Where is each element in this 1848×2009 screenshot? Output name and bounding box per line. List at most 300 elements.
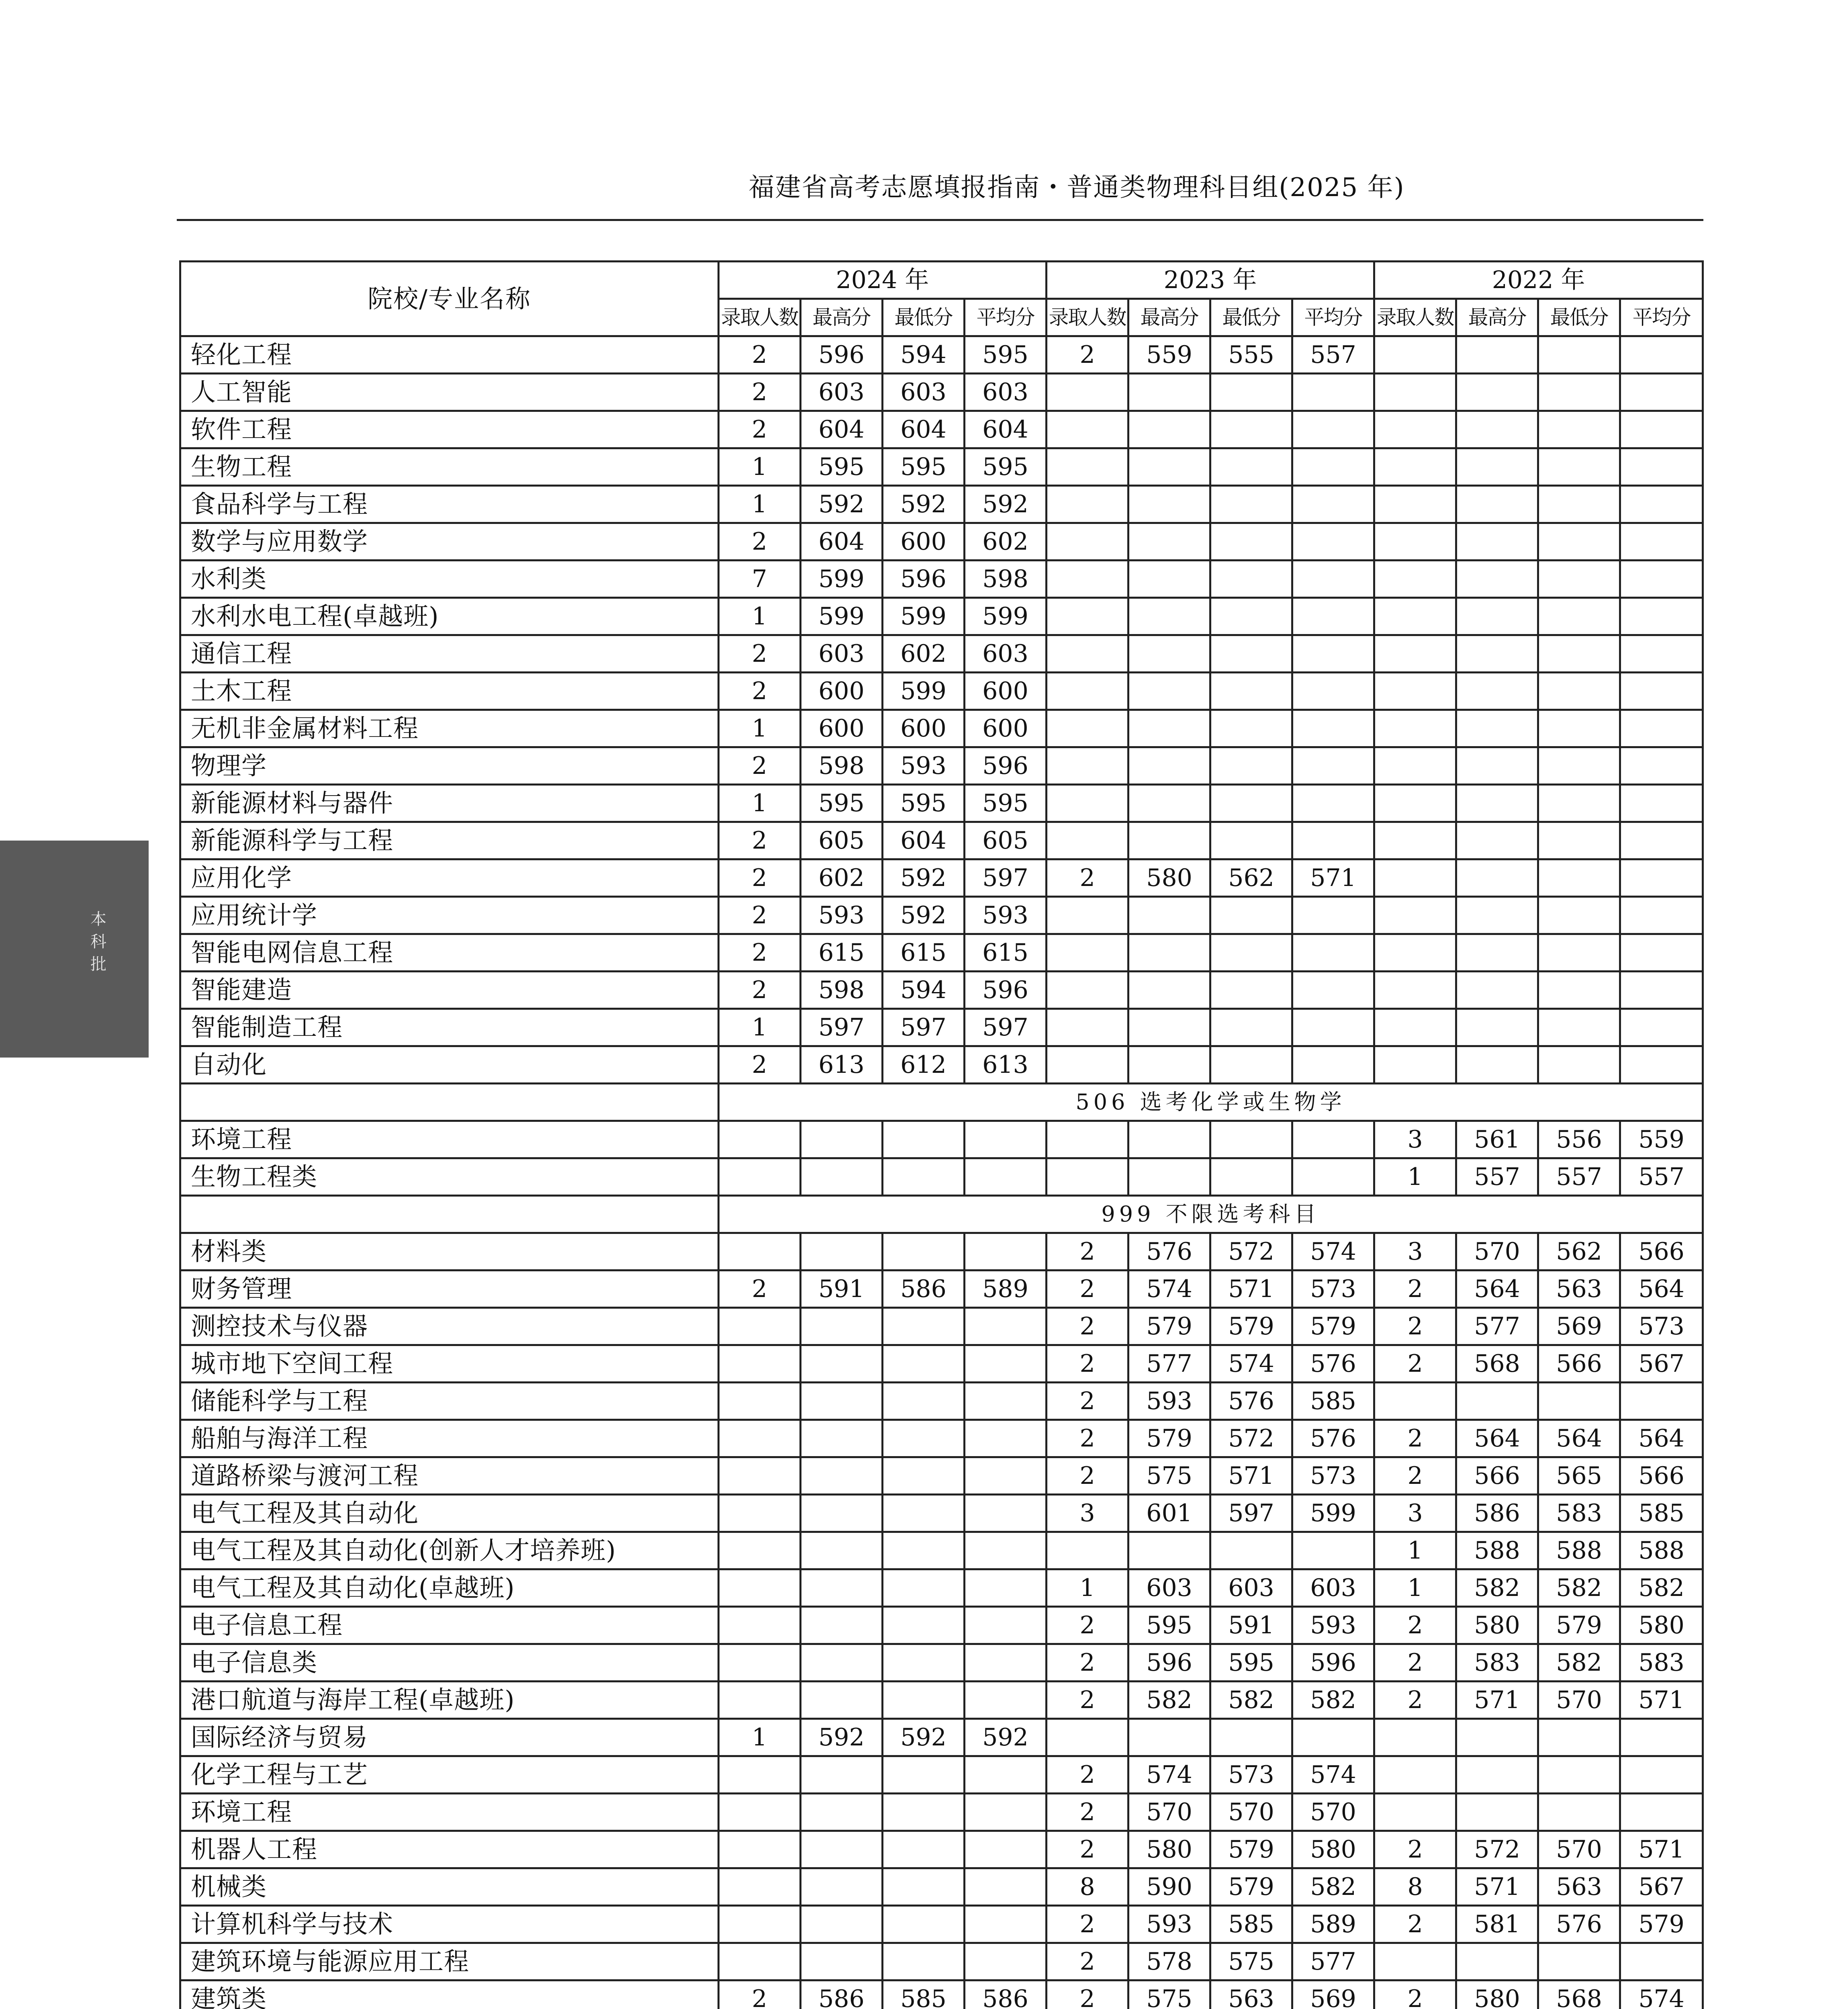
- score-cell: 600: [883, 710, 965, 747]
- score-cell: [1128, 934, 1210, 972]
- score-cell: 585: [1210, 1906, 1292, 1943]
- score-cell: [1374, 822, 1456, 859]
- score-cell: 597: [965, 859, 1047, 897]
- score-cell: 579: [1620, 1906, 1703, 1943]
- score-cell: 589: [1292, 1906, 1374, 1943]
- score-cell: 569: [1538, 1308, 1620, 1345]
- score-cell: [1047, 710, 1128, 747]
- score-cell: [1210, 897, 1292, 934]
- score-cell: 594: [883, 972, 965, 1009]
- score-cell: [1374, 486, 1456, 523]
- score-cell: 586: [883, 1270, 965, 1308]
- score-cell: [1210, 710, 1292, 747]
- major-name-cell: 水利类: [180, 561, 719, 598]
- score-cell: 573: [1210, 1756, 1292, 1794]
- score-cell: 566: [1620, 1457, 1703, 1495]
- score-cell: 573: [1292, 1270, 1374, 1308]
- score-cell: [1374, 1794, 1456, 1831]
- score-cell: [1620, 336, 1703, 374]
- score-cell: 582: [1620, 1569, 1703, 1607]
- major-name-cell: 道路桥梁与渡河工程: [180, 1457, 719, 1495]
- score-cell: 592: [883, 859, 965, 897]
- score-cell: 576: [1292, 1420, 1374, 1457]
- score-cell: [1128, 897, 1210, 934]
- score-cell: [1538, 972, 1620, 1009]
- score-cell: 593: [801, 897, 883, 934]
- score-cell: [1538, 934, 1620, 972]
- score-cell: [1374, 934, 1456, 972]
- score-cell: [1538, 1383, 1620, 1420]
- score-cell: 592: [965, 486, 1047, 523]
- score-cell: [1047, 1158, 1128, 1196]
- table-row: [180, 1682, 1703, 1719]
- score-cell: 595: [965, 336, 1047, 374]
- score-cell: [965, 1943, 1047, 1980]
- score-cell: 2: [1047, 1943, 1128, 1980]
- score-cell: [1620, 1009, 1703, 1046]
- score-cell: [1620, 1794, 1703, 1831]
- score-cell: [801, 1569, 883, 1607]
- score-cell: 585: [1292, 1383, 1374, 1420]
- table-row: [180, 1270, 1703, 1308]
- score-cell: 595: [965, 785, 1047, 822]
- score-cell: [883, 1868, 965, 1906]
- score-cell: 600: [883, 523, 965, 561]
- score-cell: 2: [719, 1980, 801, 2009]
- score-cell: 557: [1538, 1158, 1620, 1196]
- score-cell: 571: [1620, 1682, 1703, 1719]
- score-cell: 565: [1538, 1457, 1620, 1495]
- score-cell: 583: [1620, 1644, 1703, 1682]
- score-cell: 562: [1538, 1233, 1620, 1270]
- score-cell: 2: [1047, 1457, 1128, 1495]
- score-cell: 590: [1128, 1868, 1210, 1906]
- score-cell: 579: [1128, 1308, 1210, 1345]
- score-cell: [965, 1420, 1047, 1457]
- score-cell: [1456, 448, 1538, 486]
- score-cell: [965, 1607, 1047, 1644]
- score-cell: 605: [801, 822, 883, 859]
- score-cell: [719, 1121, 801, 1158]
- score-cell: [1210, 486, 1292, 523]
- score-cell: 1: [1374, 1532, 1456, 1569]
- score-cell: [1538, 561, 1620, 598]
- score-cell: 600: [965, 710, 1047, 747]
- score-cell: 601: [1128, 1495, 1210, 1532]
- score-cell: 1: [1374, 1569, 1456, 1607]
- score-cell: [1210, 448, 1292, 486]
- score-cell: [1128, 448, 1210, 486]
- score-cell: [1128, 374, 1210, 411]
- score-cell: [1374, 1756, 1456, 1794]
- score-cell: 588: [1620, 1532, 1703, 1569]
- score-cell: [1456, 673, 1538, 710]
- score-cell: 573: [1620, 1308, 1703, 1345]
- major-name-cell: 新能源材料与器件: [180, 785, 719, 822]
- score-cell: [883, 1158, 965, 1196]
- score-cell: [1374, 598, 1456, 635]
- table-row: [180, 1233, 1703, 1270]
- score-cell: 3: [1374, 1495, 1456, 1532]
- score-cell: [1210, 1046, 1292, 1084]
- score-cell: 581: [1456, 1906, 1538, 1943]
- score-cell: [1620, 1756, 1703, 1794]
- major-name-cell: 环境工程: [180, 1794, 719, 1831]
- major-name-cell: 建筑环境与能源应用工程: [180, 1943, 719, 1980]
- section-side-tab-label: 本 科 批: [90, 910, 106, 974]
- score-cell: 2: [1374, 1345, 1456, 1383]
- score-cell: 2: [719, 1270, 801, 1308]
- score-cell: 593: [1292, 1607, 1374, 1644]
- score-cell: [1128, 1121, 1210, 1158]
- score-cell: 2: [1047, 1270, 1128, 1308]
- sub-header-2022-3: 平均分: [1620, 299, 1703, 336]
- score-cell: 574: [1128, 1270, 1210, 1308]
- table-row: [180, 1457, 1703, 1495]
- score-cell: 557: [1292, 336, 1374, 374]
- sub-header-2022-0: 录取人数: [1374, 299, 1456, 336]
- score-cell: 2: [719, 374, 801, 411]
- table-row: [180, 1906, 1703, 1943]
- score-cell: 576: [1538, 1906, 1620, 1943]
- section-note-spacer: [180, 1084, 719, 1121]
- table-row: [180, 448, 1703, 486]
- score-cell: 575: [1128, 1980, 1210, 2009]
- score-cell: [1210, 785, 1292, 822]
- score-cell: 582: [1292, 1682, 1374, 1719]
- score-cell: 564: [1456, 1270, 1538, 1308]
- major-name-cell: 轻化工程: [180, 336, 719, 374]
- score-cell: 8: [1374, 1868, 1456, 1906]
- score-cell: 604: [801, 411, 883, 448]
- score-cell: 572: [1456, 1831, 1538, 1868]
- score-cell: [719, 1495, 801, 1532]
- score-cell: [1538, 1009, 1620, 1046]
- score-cell: [719, 1682, 801, 1719]
- score-cell: [1538, 523, 1620, 561]
- score-cell: 598: [801, 747, 883, 785]
- score-cell: [719, 1831, 801, 1868]
- table-row: [180, 1345, 1703, 1383]
- score-cell: [1210, 411, 1292, 448]
- score-cell: [1210, 374, 1292, 411]
- score-cell: 570: [1538, 1682, 1620, 1719]
- score-cell: 2: [719, 897, 801, 934]
- score-cell: 2: [1374, 1906, 1456, 1943]
- score-cell: [1620, 1943, 1703, 1980]
- score-cell: 557: [1620, 1158, 1703, 1196]
- score-cell: [1538, 1046, 1620, 1084]
- score-cell: 2: [719, 859, 801, 897]
- score-cell: 1: [719, 448, 801, 486]
- score-cell: 592: [965, 1719, 1047, 1756]
- score-cell: [965, 1868, 1047, 1906]
- score-cell: [1538, 635, 1620, 673]
- score-cell: [801, 1794, 883, 1831]
- score-cell: [801, 1868, 883, 1906]
- score-cell: 2: [719, 336, 801, 374]
- score-cell: [1538, 1719, 1620, 1756]
- section-side-tab: [0, 841, 149, 1058]
- score-cell: [1128, 747, 1210, 785]
- score-cell: 571: [1456, 1868, 1538, 1906]
- score-cell: 568: [1538, 1980, 1620, 2009]
- score-cell: [1292, 897, 1374, 934]
- score-cell: 2: [1047, 1345, 1128, 1383]
- score-cell: [883, 1794, 965, 1831]
- score-cell: 2: [1047, 1906, 1128, 1943]
- score-cell: [1456, 785, 1538, 822]
- score-cell: [1047, 635, 1128, 673]
- score-cell: 592: [883, 897, 965, 934]
- score-cell: [965, 1569, 1047, 1607]
- score-cell: 588: [1538, 1532, 1620, 1569]
- major-name-cell: 数学与应用数学: [180, 523, 719, 561]
- score-cell: [1047, 785, 1128, 822]
- score-cell: [1456, 336, 1538, 374]
- score-cell: [883, 1607, 965, 1644]
- score-cell: [1210, 635, 1292, 673]
- score-cell: [1456, 1719, 1538, 1756]
- score-cell: [1128, 486, 1210, 523]
- sub-header-2023-1: 最高分: [1128, 299, 1210, 336]
- score-cell: 574: [1292, 1756, 1374, 1794]
- score-cell: 602: [965, 523, 1047, 561]
- major-name-cell: 电气工程及其自动化(卓越班): [180, 1569, 719, 1607]
- score-cell: [1210, 1009, 1292, 1046]
- score-cell: [1047, 934, 1128, 972]
- major-name-cell: 生物工程类: [180, 1158, 719, 1196]
- score-cell: 564: [1620, 1420, 1703, 1457]
- score-cell: [1538, 598, 1620, 635]
- score-cell: 2: [1047, 1308, 1128, 1345]
- score-cell: 576: [1292, 1345, 1374, 1383]
- score-cell: 556: [1538, 1121, 1620, 1158]
- score-cell: 615: [801, 934, 883, 972]
- score-cell: 2: [1047, 1607, 1128, 1644]
- score-cell: [1374, 972, 1456, 1009]
- score-cell: [1210, 1121, 1292, 1158]
- score-cell: [1047, 1009, 1128, 1046]
- score-cell: [719, 1233, 801, 1270]
- score-cell: [883, 1233, 965, 1270]
- score-cell: [965, 1308, 1047, 1345]
- score-cell: 599: [965, 598, 1047, 635]
- score-cell: [883, 1682, 965, 1719]
- major-name-cell: 储能科学与工程: [180, 1383, 719, 1420]
- year-header-row: [180, 262, 1703, 299]
- admission-scores-table: [179, 260, 1704, 2009]
- score-cell: 603: [1292, 1569, 1374, 1607]
- score-cell: 591: [801, 1270, 883, 1308]
- major-name-cell: 智能建造: [180, 972, 719, 1009]
- score-cell: [1374, 561, 1456, 598]
- score-cell: 575: [1128, 1457, 1210, 1495]
- score-cell: 593: [1128, 1383, 1210, 1420]
- score-cell: [1374, 1943, 1456, 1980]
- score-cell: [1538, 785, 1620, 822]
- major-name-cell: 电子信息类: [180, 1644, 719, 1682]
- score-cell: [1374, 523, 1456, 561]
- table-row: [180, 1009, 1703, 1046]
- score-cell: 604: [965, 411, 1047, 448]
- score-cell: 596: [965, 972, 1047, 1009]
- table-row: [180, 523, 1703, 561]
- score-cell: 575: [1210, 1943, 1292, 1980]
- major-name-cell: 电子信息工程: [180, 1607, 719, 1644]
- score-cell: [1456, 374, 1538, 411]
- score-cell: [1620, 486, 1703, 523]
- score-cell: 557: [1456, 1158, 1538, 1196]
- score-cell: [883, 1345, 965, 1383]
- score-cell: [1210, 523, 1292, 561]
- table-row: [180, 897, 1703, 934]
- score-cell: [1620, 673, 1703, 710]
- score-cell: [1538, 1756, 1620, 1794]
- score-cell: [1456, 411, 1538, 448]
- score-cell: [883, 1906, 965, 1943]
- score-cell: [965, 1457, 1047, 1495]
- score-cell: [1374, 448, 1456, 486]
- score-cell: 566: [1456, 1457, 1538, 1495]
- score-cell: 2: [719, 747, 801, 785]
- score-cell: [883, 1420, 965, 1457]
- sub-header-2024-2: 最低分: [883, 299, 965, 336]
- score-cell: 592: [801, 1719, 883, 1756]
- score-cell: [1374, 336, 1456, 374]
- score-cell: 596: [1292, 1644, 1374, 1682]
- score-cell: [1128, 1719, 1210, 1756]
- major-name-cell: 化学工程与工艺: [180, 1756, 719, 1794]
- score-cell: [801, 1121, 883, 1158]
- score-cell: 580: [1128, 1831, 1210, 1868]
- score-cell: [719, 1158, 801, 1196]
- section-note-row: [180, 1196, 1703, 1233]
- score-cell: [965, 1831, 1047, 1868]
- score-cell: 593: [1128, 1906, 1210, 1943]
- table-row: [180, 1121, 1703, 1158]
- score-cell: [1210, 561, 1292, 598]
- score-cell: [1374, 785, 1456, 822]
- score-cell: [883, 1121, 965, 1158]
- score-cell: 571: [1210, 1457, 1292, 1495]
- score-cell: [1128, 635, 1210, 673]
- score-cell: 596: [883, 561, 965, 598]
- score-cell: [1620, 598, 1703, 635]
- score-cell: 1: [719, 710, 801, 747]
- score-cell: 561: [1456, 1121, 1538, 1158]
- major-name-cell: 船舶与海洋工程: [180, 1420, 719, 1457]
- major-name-cell: 新能源科学与工程: [180, 822, 719, 859]
- score-cell: [1210, 1532, 1292, 1569]
- score-cell: [1292, 1719, 1374, 1756]
- score-cell: [719, 1906, 801, 1943]
- score-cell: [1374, 411, 1456, 448]
- major-name-cell: 物理学: [180, 747, 719, 785]
- score-cell: [883, 1831, 965, 1868]
- score-cell: [1128, 972, 1210, 1009]
- score-cell: [1292, 598, 1374, 635]
- score-cell: [965, 1644, 1047, 1682]
- score-cell: 592: [801, 486, 883, 523]
- score-cell: [1620, 859, 1703, 897]
- score-cell: 1: [1374, 1158, 1456, 1196]
- score-cell: 2: [1374, 1270, 1456, 1308]
- score-cell: 595: [965, 448, 1047, 486]
- score-cell: 599: [883, 598, 965, 635]
- score-cell: [1210, 822, 1292, 859]
- score-cell: [801, 1420, 883, 1457]
- score-cell: [965, 1158, 1047, 1196]
- score-cell: [1456, 1383, 1538, 1420]
- score-cell: [801, 1495, 883, 1532]
- score-cell: [1292, 785, 1374, 822]
- score-cell: 2: [1047, 336, 1128, 374]
- score-cell: 593: [883, 747, 965, 785]
- score-cell: 2: [1374, 1420, 1456, 1457]
- score-cell: 559: [1620, 1121, 1703, 1158]
- score-cell: [1620, 635, 1703, 673]
- major-name-cell: 应用化学: [180, 859, 719, 897]
- score-cell: [1456, 1794, 1538, 1831]
- score-cell: [1128, 1009, 1210, 1046]
- score-cell: [1292, 1046, 1374, 1084]
- score-cell: 588: [1456, 1532, 1538, 1569]
- score-cell: [1538, 1943, 1620, 1980]
- score-cell: 2: [719, 934, 801, 972]
- score-cell: 2: [719, 1046, 801, 1084]
- score-cell: 603: [1210, 1569, 1292, 1607]
- score-cell: [1292, 972, 1374, 1009]
- score-cell: [1374, 635, 1456, 673]
- score-cell: [1456, 598, 1538, 635]
- sub-header-2024-0: 录取人数: [719, 299, 801, 336]
- score-cell: [1456, 859, 1538, 897]
- score-cell: 568: [1456, 1345, 1538, 1383]
- score-cell: 2: [719, 673, 801, 710]
- score-cell: [1128, 710, 1210, 747]
- score-cell: 586: [965, 1980, 1047, 2009]
- table-row: [180, 934, 1703, 972]
- sub-header-2023-3: 平均分: [1292, 299, 1374, 336]
- score-cell: 572: [1210, 1233, 1292, 1270]
- score-cell: 573: [1292, 1457, 1374, 1495]
- score-cell: 599: [801, 598, 883, 635]
- score-cell: [1456, 710, 1538, 747]
- score-cell: 582: [1538, 1569, 1620, 1607]
- score-cell: 593: [965, 897, 1047, 934]
- score-cell: [1620, 747, 1703, 785]
- score-cell: [1456, 561, 1538, 598]
- score-cell: [1292, 934, 1374, 972]
- table-row: [180, 673, 1703, 710]
- score-cell: [1456, 1009, 1538, 1046]
- score-cell: 577: [1128, 1345, 1210, 1383]
- score-cell: 563: [1210, 1980, 1292, 2009]
- table-row: [180, 374, 1703, 411]
- score-cell: [1292, 673, 1374, 710]
- score-cell: [1047, 374, 1128, 411]
- score-cell: [1292, 635, 1374, 673]
- score-cell: [883, 1943, 965, 1980]
- score-cell: 585: [1620, 1495, 1703, 1532]
- table-row: [180, 1569, 1703, 1607]
- table-row: [180, 785, 1703, 822]
- column-header-name: 院校/专业名称: [180, 262, 719, 336]
- major-name-cell: 水利水电工程(卓越班): [180, 598, 719, 635]
- score-cell: 600: [801, 710, 883, 747]
- score-cell: 580: [1456, 1980, 1538, 2009]
